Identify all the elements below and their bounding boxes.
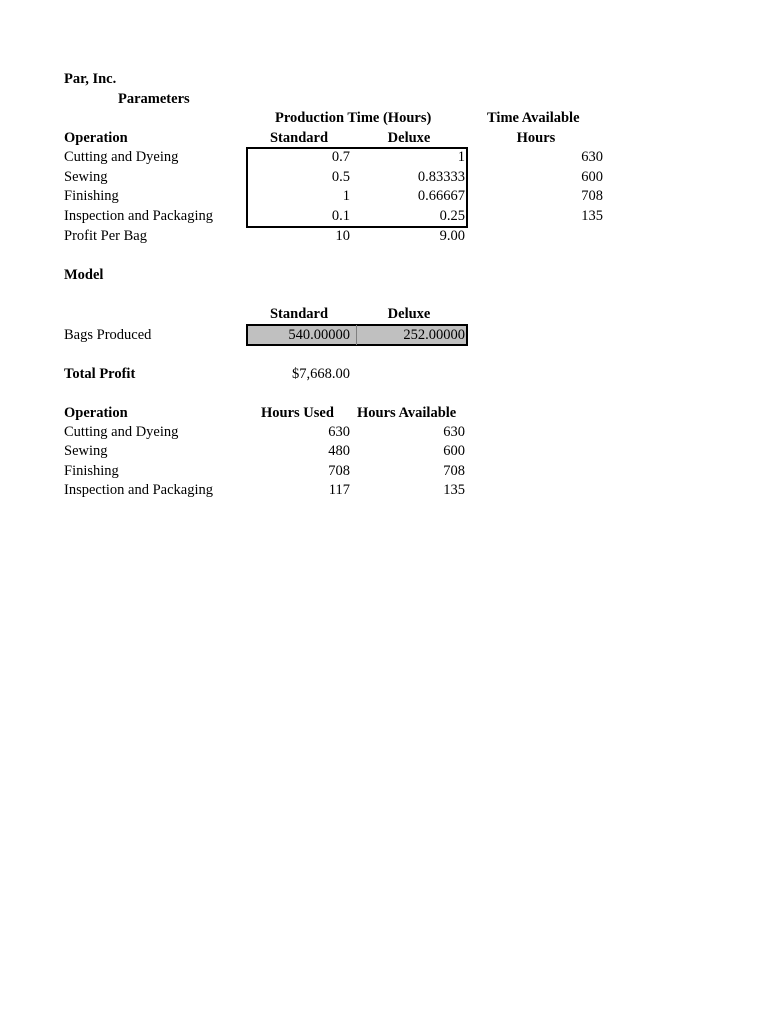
param-deluxe-cell[interactable]: 1 [457,149,465,165]
hours-used-cell[interactable]: 480 [328,443,350,459]
hours-available-cell[interactable]: 630 [443,424,465,440]
param-available-cell[interactable]: 708 [581,188,603,204]
hours-available-cell[interactable]: 135 [443,482,465,498]
model-deluxe-header: Deluxe [387,306,431,322]
total-profit-label: Total Profit [64,366,136,382]
profit-standard-cell[interactable]: 10 [335,228,350,244]
param-operation: Inspection and Packaging [64,208,213,224]
param-standard-cell[interactable]: 0.5 [331,169,350,185]
param-operation: Sewing [64,169,108,185]
parameters-heading: Parameters [118,91,190,107]
total-profit-value[interactable]: $7,668.00 [292,366,350,382]
param-standard-cell[interactable]: 1 [342,188,350,204]
param-operation: Finishing [64,188,119,204]
company-title: Par, Inc. [64,71,117,87]
param-available-cell[interactable]: 600 [581,169,603,185]
decision-cells-divider [356,325,357,345]
hours-header: Hours [516,130,556,146]
hours-operation: Inspection and Packaging [64,482,213,498]
param-deluxe-cell[interactable]: 0.83333 [417,169,465,185]
operation-header: Operation [64,130,128,146]
model-heading: Model [64,267,104,283]
param-standard-cell[interactable]: 0.1 [331,208,350,224]
profit-deluxe-cell[interactable]: 9.00 [439,228,465,244]
bags-standard-cell[interactable]: 540.00000 [288,327,350,343]
hours-used-cell[interactable]: 708 [328,463,350,479]
param-available-cell[interactable]: 135 [581,208,603,224]
hours-operation: Cutting and Dyeing [64,424,179,440]
param-operation: Cutting and Dyeing [64,149,179,165]
hours-available-header: Hours Available [357,405,457,421]
hours-operation: Sewing [64,443,108,459]
param-available-cell[interactable]: 630 [581,149,603,165]
hours-operation: Finishing [64,463,119,479]
hours-available-cell[interactable]: 600 [443,443,465,459]
hours-used-cell[interactable]: 117 [328,482,350,498]
bags-produced-label: Bags Produced [64,327,152,343]
model-standard-header: Standard [269,306,329,322]
deluxe-header: Deluxe [387,130,431,146]
hours-used-cell[interactable]: 630 [328,424,350,440]
standard-header: Standard [269,130,329,146]
hours-used-header: Hours Used [261,405,334,421]
param-deluxe-cell[interactable]: 0.25 [439,208,465,224]
profit-per-bag-label: Profit Per Bag [64,228,147,244]
hours-available-cell[interactable]: 708 [443,463,465,479]
time-available-header: Time Available [487,110,580,126]
bags-deluxe-cell[interactable]: 252.00000 [403,327,465,343]
param-standard-cell[interactable]: 0.7 [331,149,350,165]
param-deluxe-cell[interactable]: 0.66667 [417,188,465,204]
hours-operation-header: Operation [64,405,128,421]
production-time-header: Production Time (Hours) [275,110,432,126]
